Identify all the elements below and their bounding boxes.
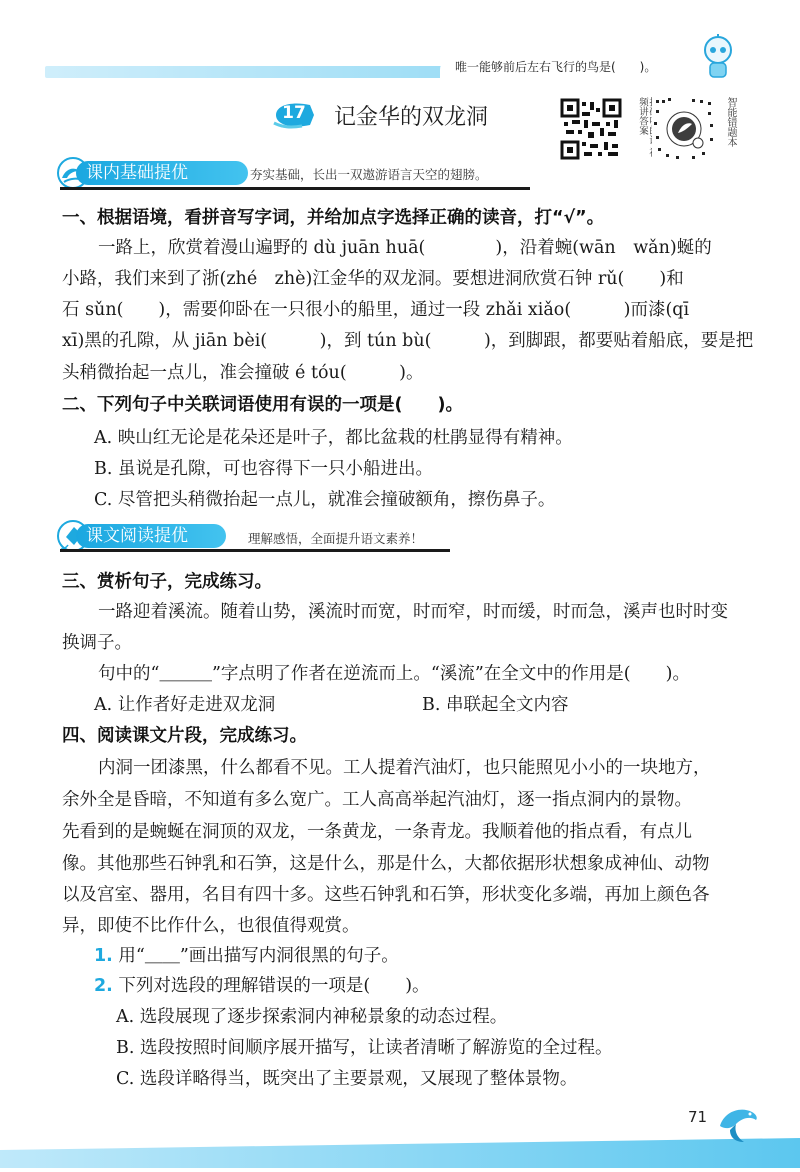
q4-option: C. 选段详略得当，既突出了主要景观，又展现了整体景物。	[116, 1069, 578, 1089]
q3-line: 一路迎着溪流。随着山势，溪流时而宽，时而窄，时而缓，时而急，溪声也时时变	[98, 602, 728, 622]
q4-sub2	[94, 972, 430, 997]
page-number: 71	[688, 1108, 708, 1126]
section-reading-underline	[60, 549, 450, 552]
robot-mascot-icon	[698, 34, 738, 82]
q3-line: 换调子。	[62, 633, 132, 653]
q4-passage-line: 内洞一团漆黑，什么都看不见。工人提着汽油灯，也只能照见小小的一块地方，	[98, 758, 711, 778]
q1-line: xī)黑的孔隙，从 jiān bèi( )，到 tún bù( )，到脚跟，都要贴着船底，要是把	[62, 331, 754, 351]
q1-heading: 一、根据语境，看拼音写字词，并给加点字选择正确的读音，打“√”。	[62, 208, 605, 228]
qr-code-video-icon[interactable]	[560, 98, 622, 160]
q1-line: 石 sǔn( )，需要仰卧在一只很小的船里，通过一段 zhǎi xiǎo( )而漆(qī	[62, 300, 690, 320]
q3-heading: 三、赏析句子，完成练习。	[62, 572, 272, 592]
q4-passage-line: 像。其他那些石钟乳和石笋，这是什么，那是什么，大都依据形状想象成神仙、动物	[62, 854, 710, 874]
qr-code-video-caption: 频讲答案	[637, 97, 648, 135]
q4-sub2-number: 2.	[94, 976, 113, 996]
section-basic-title: 课内基础提优	[76, 161, 248, 185]
footer-stripe	[0, 1138, 800, 1168]
lesson-number: 17	[282, 103, 306, 123]
section-reading-note: 理解感悟，全面提升语文素养！	[248, 531, 424, 546]
q4-sub1	[94, 942, 399, 967]
header-riddle: 唯一能够前后左右飞行的鸟是( )。	[455, 60, 657, 74]
q4-passage-line: 异，即使不比作什么，也很值得观赏。	[62, 916, 360, 936]
q3-option-b: B. 串联起全文内容	[422, 695, 569, 715]
q2-option: B. 虽说是孔隙，可也容得下一只小船进出。	[94, 459, 433, 479]
q2-option: C. 尽管把头稍微抬起一点儿，就准会撞破额角，擦伤鼻子。	[94, 490, 556, 510]
q4-passage-line: 以及宫室、器用，名目有四十多。这些石钟乳和石笋，形状变化多端，再加上颜色各	[62, 885, 710, 905]
qr-code-wrongbook-caption: 智能错题本	[725, 97, 736, 147]
q4-heading: 四、阅读课文片段，完成练习。	[62, 726, 307, 746]
q3-option-a: A. 让作者好走进双龙洞	[94, 695, 276, 715]
q1-line: 头稍微抬起一点儿，准会撞破 é tóu( )。	[62, 363, 424, 383]
q4-sub1-number: 1.	[94, 946, 113, 966]
q4-sub2-text: 下列对选段的理解错误的一项是( )。	[118, 976, 430, 996]
section-basic-underline	[60, 187, 530, 190]
section-reading-title: 课文阅读提优	[76, 524, 226, 548]
q4-option: B. 选段按照时间顺序展开描写，让读者清晰了解游览的全过程。	[116, 1038, 613, 1058]
q4-passage-line: 余外全是昏暗，不知道有多么宽广。工人高高举起汽油灯，逐一指点洞内的景物。	[62, 790, 692, 810]
q1-line: 小路，我们来到了浙(zhé zhè)江金华的双龙洞。要想进洞欣赏石钟 rǔ( )和	[62, 269, 684, 289]
q2-heading: 二、下列句子中关联词语使用有误的一项是( )。	[62, 395, 463, 415]
q4-passage-line: 先看到的是蜿蜒在洞顶的双龙，一条黄龙，一条青龙。我顺着他的指点看，有点儿	[62, 822, 692, 842]
qr-code-wrongbook-icon[interactable]	[652, 96, 716, 162]
lesson-title: 记金华的双龙洞	[334, 105, 489, 130]
dolphin-mascot-icon	[712, 1098, 762, 1148]
q4-option: A. 选段展现了逐步探索洞内神秘景象的动态过程。	[116, 1007, 508, 1027]
section-basic-note: 夯实基础，长出一双遨游语言天空的翅膀。	[250, 167, 488, 182]
q2-option: A. 映山红无论是花朵还是叶子，都比盆栽的杜鹃显得有精神。	[94, 428, 573, 448]
q4-sub1-text: 用“＿＿”画出描写内洞很黑的句子。	[118, 946, 399, 966]
q3-question: 句中的“＿＿＿”字点明了作者在逆流而上。“溪流”在全文中的作用是( )。	[98, 664, 690, 684]
q1-line: 一路上，欣赏着漫山遍野的 dù juān huā( )，沿着蜿(wān wǎn)蜒的	[98, 238, 712, 258]
